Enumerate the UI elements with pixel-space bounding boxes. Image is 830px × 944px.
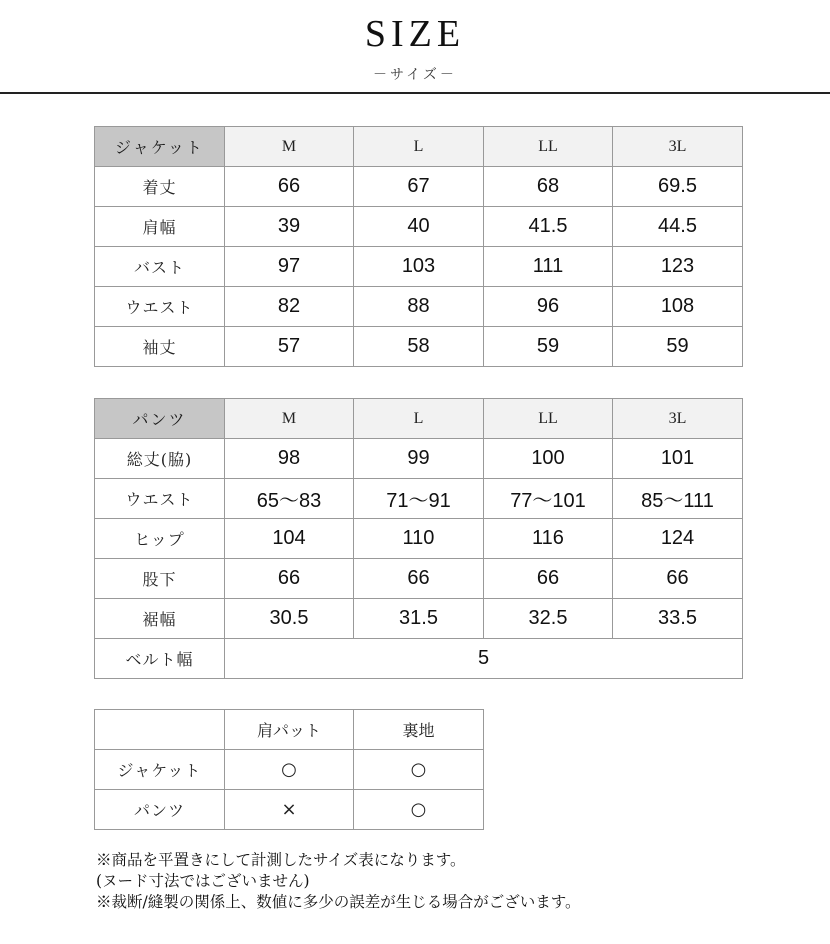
table-cell: 85～111 [613, 479, 743, 519]
empty-corner-cell [95, 710, 225, 750]
table-header-row [95, 399, 743, 439]
header-divider [0, 92, 830, 94]
table-cell: ○ [354, 790, 484, 830]
table-cell: 31.5 [354, 599, 484, 639]
table-cell: 41.5 [484, 207, 613, 247]
row-label: ベルト幅 [95, 639, 225, 679]
table-cell: 65～83 [225, 479, 354, 519]
table-cell: 96 [484, 287, 613, 327]
table-cell: 44.5 [613, 207, 743, 247]
table-cell: 104 [225, 519, 354, 559]
size-column-header: L [354, 127, 484, 167]
spec-column-header: 肩パット [225, 710, 354, 750]
table-cell: 32.5 [484, 599, 613, 639]
table-cell: 116 [484, 519, 613, 559]
table-cell: 123 [613, 247, 743, 287]
note-line: (ヌード寸法ではございません) [96, 872, 310, 890]
table-cell: 111 [484, 247, 613, 287]
table-cell: 66 [225, 559, 354, 599]
row-label: 総丈(脇) [95, 439, 225, 479]
table-cell: 110 [354, 519, 484, 559]
size-column-header: 3L [613, 399, 743, 439]
row-label: 股下 [95, 559, 225, 599]
spec-table [94, 709, 484, 830]
table-cell: 30.5 [225, 599, 354, 639]
table-row [95, 599, 743, 639]
table-cell: 108 [613, 287, 743, 327]
table-cell: 59 [613, 327, 743, 367]
table-cell: 97 [225, 247, 354, 287]
table-header-row [95, 710, 484, 750]
table-cell: 33.5 [613, 599, 743, 639]
table-cell: 71～91 [354, 479, 484, 519]
table-row [95, 519, 743, 559]
page-subtitle: －サイズ－ [373, 67, 457, 83]
table-cell: 103 [354, 247, 484, 287]
page-title: SIZE [364, 13, 466, 55]
table-header-row [95, 127, 743, 167]
table-cell: 99 [354, 439, 484, 479]
table-cell: 66 [484, 559, 613, 599]
table-cell: 57 [225, 327, 354, 367]
belt-width-row [95, 639, 743, 679]
table-row [95, 439, 743, 479]
size-column-header: 3L [613, 127, 743, 167]
table-cell: 66 [354, 559, 484, 599]
table-cell: ○ [225, 750, 354, 790]
pants-size-table [94, 398, 743, 679]
table-row [95, 327, 743, 367]
notes [96, 850, 796, 913]
jacket-size-table [94, 126, 743, 367]
size-column-header: M [225, 399, 354, 439]
table-cell: × [225, 790, 354, 830]
table-cell: 66 [225, 167, 354, 207]
table-cell: 77～101 [484, 479, 613, 519]
table-row [95, 207, 743, 247]
table-cell: 69.5 [613, 167, 743, 207]
table-cell: 67 [354, 167, 484, 207]
row-label: バスト [95, 247, 225, 287]
table-cell: 58 [354, 327, 484, 367]
table-cell: ○ [354, 750, 484, 790]
row-label: 裾幅 [95, 599, 225, 639]
size-column-header: L [354, 399, 484, 439]
table-cell: 101 [613, 439, 743, 479]
spec-column-header: 裏地 [354, 710, 484, 750]
note-line: ※裁断/縫製の関係上、数値に多少の誤差が生じる場合がございます。 [96, 893, 581, 911]
table-row [95, 790, 484, 830]
table-cell: 98 [225, 439, 354, 479]
table-cell: 59 [484, 327, 613, 367]
table-row [95, 479, 743, 519]
table-cell: 40 [354, 207, 484, 247]
table-cell: 100 [484, 439, 613, 479]
table-cell: 66 [613, 559, 743, 599]
table-row [95, 247, 743, 287]
note-line: ※商品を平置きにして計測したサイズ表になります。 [96, 851, 466, 869]
row-label: 袖丈 [95, 327, 225, 367]
size-column-header: LL [484, 127, 613, 167]
row-label: ヒップ [95, 519, 225, 559]
row-label: ジャケット [95, 750, 225, 790]
row-label: 肩幅 [95, 207, 225, 247]
table-cell: 82 [225, 287, 354, 327]
table-row [95, 750, 484, 790]
jacket-corner-label: ジャケット [95, 127, 225, 167]
row-label: ウエスト [95, 479, 225, 519]
table-cell: 39 [225, 207, 354, 247]
belt-width-value: 5 [225, 639, 743, 679]
row-label: 着丈 [95, 167, 225, 207]
size-column-header: LL [484, 399, 613, 439]
table-row [95, 167, 743, 207]
table-row [95, 287, 743, 327]
table-row [95, 559, 743, 599]
table-cell: 124 [613, 519, 743, 559]
table-cell: 68 [484, 167, 613, 207]
size-column-header: M [225, 127, 354, 167]
table-cell: 88 [354, 287, 484, 327]
row-label: パンツ [95, 790, 225, 830]
row-label: ウエスト [95, 287, 225, 327]
pants-corner-label: パンツ [95, 399, 225, 439]
